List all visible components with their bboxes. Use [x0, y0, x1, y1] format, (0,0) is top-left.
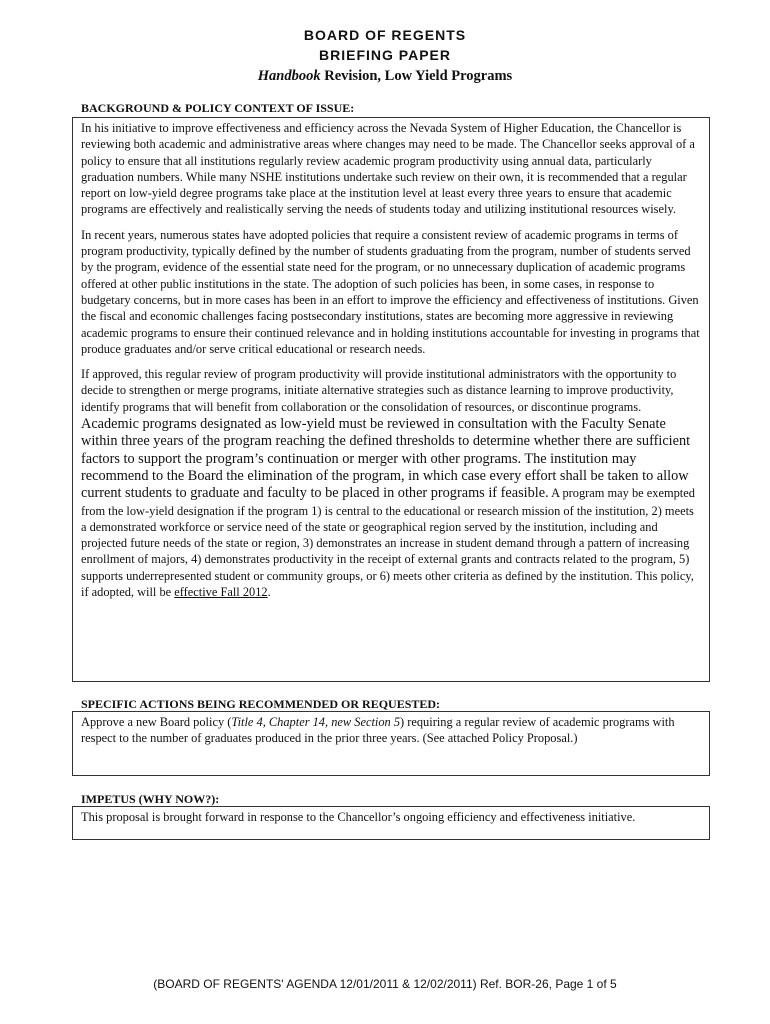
effective-date-text: effective Fall 2012 [174, 585, 268, 600]
page-footer: (BOARD OF REGENTS' AGENDA 12/01/2011 & 12/02/2011) Ref. BOR-26, Page 1 of 5 [153, 977, 617, 991]
p3-part-c: A program may be exempted from the low-yield designation if the program 1) is central to the educational or research mission of the institution, 2) meets a demonstrated workforce or service need of the state or geographical region served by the institution, including and projected future needs of the state or region, 3) demonstrates an increase in student demand through a pattern of increasing enrollment of majors, 4) demonstrates productivity in the receipt of external grants and contracts related to the program, 5) supports underrepresented student or community groups, or 6) meets other criteria as defined by the institution. This policy, if adopted, will be [81, 486, 695, 600]
actions-text-a: Approve a new Board policy ( [81, 715, 232, 729]
actions-box [72, 711, 710, 776]
doc-topic-italic: Handbook [257, 68, 321, 84]
impetus-text: This proposal is brought forward in response to the Chancellor’s ongoing efficiency and effectiveness initiative. [81, 810, 636, 824]
actions-text-b: ) requiring a regular review of academic programs with respect to the number of graduates produced in the prior three years. (See attached Policy Proposal.) [81, 715, 675, 746]
doc-topic-rest: Revision, Low Yield Programs [320, 68, 513, 84]
actions-label: SPECIFIC ACTIONS BEING RECOMMENDED OR REQUESTED: [81, 697, 441, 711]
background-paragraph-1: In his initiative to improve effectiveness and efficiency across the Nevada System of Higher Education, the Chancellor is reviewing both academic and administrative areas where changes may need to be made. The Chancellor seeks approval of a policy to ensure that all institutions regularly review academic program productivity using annual data, particularly graduation numbers. While many NSHE institutions undertake such review on their own, it is recommended that a regular report on low-yield degree programs take place at the institution level at least every three years to ensure that academic programs are effectively and realistically serving the needs of students today and utilizing institutional resources wisely. [81, 121, 695, 217]
actions-text [81, 714, 701, 747]
background-label: BACKGROUND & POLICY CONTEXT OF ISSUE: [81, 101, 355, 115]
actions-text-italic: Title 4, Chapter 14, new Section 5 [231, 715, 401, 729]
impetus-label: IMPETUS (WHY NOW?): [81, 792, 220, 806]
doc-title: BOARD OF REGENTS [303, 27, 467, 43]
doc-subtitle: BRIEFING PAPER [319, 47, 451, 63]
p3-part-b: Academic programs designated as low-yield must be reviewed in consultation with the Faculty Senate within three years of the program reaching the defined thresholds to determine whether there are sufficient factors to support the program’s continuation or merger with other programs. The institution may recommend to the Board the elimination of the program, in which case every effort shall be taken to allow current students to graduate and faculty to be placed in other programs if feasible. [81, 416, 691, 502]
background-paragraph-3 [81, 366, 701, 600]
p3-part-a: If approved, this regular review of program productivity will provide institutional administrators with the opportunity to decide to strengthen or merge programs, initiate alternative strategies such as distance learning to improve productivity, identify programs that will benefit from collaboration or the consolidation of resources, or discontinue programs. [81, 367, 677, 414]
impetus-box [72, 806, 710, 840]
background-box [72, 117, 710, 682]
background-paragraph-2: In recent years, numerous states have adopted policies that require a consistent review of academic programs in terms of program productivity, typically defined by the number of students graduating from the program, number of students served by the program, evidence of the essential state need for the program, or no unnecessary duplication of academic programs offered at other public institutions in the state. The adoption of such policies has been, in some cases, in response to budgetary concerns, but in more cases has been in an effort to improve the efficiency and effectiveness of institutions. Given the fiscal and economic challenges facing postsecondary institutions, states are becoming more aggressive in reviewing academic programs to ensure their continued relevance and in holding institutions accountable for investing in programs that produce graduates and/or serve critical educational or research needs. [81, 227, 700, 356]
p3-end: . [267, 585, 271, 600]
doc-topic [0, 68, 770, 85]
